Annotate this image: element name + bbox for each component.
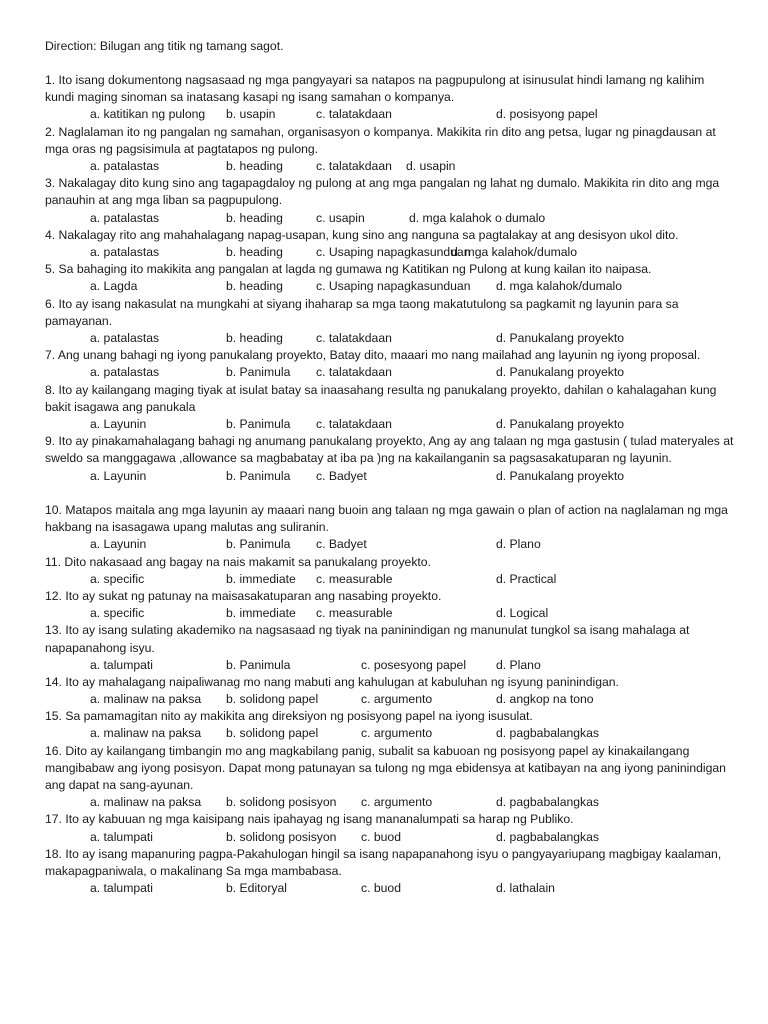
option-c[interactable]: c. Usaping napagkasunduan [316,244,471,259]
option-a[interactable]: a. Layunin [90,416,147,431]
answer-options [45,605,735,622]
option-b[interactable]: b. solidong papel [226,726,319,741]
option-c[interactable]: c. talatakdaan [316,330,392,345]
answer-options [45,536,735,553]
question-text: 16. Dito ay kailangang timbangin mo ang magkabilang panig, subalit sa kabuoan ng posisyong papel ay kinakailangang mangibabaw ang iyong posisyon. Dapat mong patunayan sa tulong ng mga ebidensya at katibayan na ang iyong paninindigan ang dapat na sang-ayunan. [45,743,726,793]
direction-text: Direction: Bilugan ang titik ng tamang sagot. [45,39,284,53]
question-text: 6. Ito ay isang nakasulat na mungkahi at siyang ihaharap sa mga taong makatutulong sa pagkamit ng layunin para sa pamayanan. [45,296,679,328]
option-d[interactable]: d. Plano [496,537,541,552]
question-item [45,708,735,742]
option-b[interactable]: b. heading [226,279,283,294]
option-b[interactable]: b. solidong papel [226,692,319,707]
option-c[interactable]: c. usapin [316,210,365,225]
option-d[interactable]: d. pagbabalangkas [496,726,600,741]
question-text: 17. Ito ay kabuuan ng mga kaisipang nais ipahayag ng isang mananalumpati sa harap ng Publiko. [45,812,574,827]
option-a[interactable]: a. specific [90,606,145,621]
option-d[interactable]: d. Practical [496,571,557,586]
option-a[interactable]: a. malinaw na paksa [90,692,202,707]
question-text: 13. Ito ay isang sulating akademiko na nagsasaad ng tiyak na paninindigan ng manunulat tungkol sa isang mahalaga at napapanahong isyu. [45,623,690,655]
option-c[interactable]: c. talatakdaan [316,416,392,431]
answer-options [45,106,735,123]
option-d[interactable]: d. Panukalang proyekto [496,468,625,483]
question-item [45,674,735,708]
option-b[interactable]: b. heading [226,210,283,225]
question-item [45,433,735,485]
option-c[interactable]: c. argumento [361,726,433,741]
option-b[interactable]: b. immediate [226,606,296,621]
option-a[interactable]: a. talumpati [90,829,154,844]
question-text: 10. Matapos maitala ang mga layunin ay maaari nang buoin ang talaan ng mga gawain o plan of action na naglalaman ng mga hakbang na isasagawa upang malutas ang suliranin. [45,502,728,535]
answer-options [45,364,735,381]
option-a[interactable]: a. Lagda [90,279,138,294]
option-c[interactable]: c. buod [361,829,401,844]
option-d[interactable]: d. usapin [406,159,456,173]
answer-options [45,691,735,708]
option-b[interactable]: b. solidong posisyon [226,829,337,844]
option-b[interactable]: b. Panimula [226,468,291,483]
question-item [45,382,735,434]
option-b[interactable]: b. heading [226,330,283,345]
question-text: 1. Ito isang dokumentong nagsasaad ng mga pangyayari sa natapos na pagpupulong at isinusulat hindi lamang ng kalihim kundi maging sinoman sa inatasang kasapi ng isang samahan o kompanya. [45,73,705,105]
option-a[interactable]: a. Layunin [90,537,147,552]
question-text: 18. Ito ay isang mapanuring pagpa-Pakahulogan hingil sa isang napapanahong isyu o pangyayariupang magbigay kaalaman, makapagpaniwala, o makalinang Sa mga mambabasa. [45,846,722,879]
option-b[interactable]: b. heading [226,159,283,173]
question-item [45,261,735,295]
option-c[interactable]: c. buod [361,881,401,896]
question-text: 3. Nakalagay dito kung sino ang tagapagdaloy ng pulong at ang mga pangalan ng lahat ng dumalo. Makikita rin dito ang mga panauhin at ang mga liban sa pagpupulong. [45,176,720,208]
option-d[interactable]: d. posisyong papel [496,107,598,122]
option-c[interactable]: c. talatakdaan [316,107,392,122]
option-b[interactable]: b. solidong posisyon [226,795,337,810]
option-d[interactable]: d. mga kalahok o dumalo [409,210,546,225]
option-a[interactable]: a. patalastas [90,210,160,225]
question-item [45,296,735,348]
question-text: 11. Dito nakasaad ang bagay na nais makamit sa panukalang proyekto. [45,554,431,569]
question-item [45,347,735,381]
option-d[interactable]: d. pagbabalangkas [496,795,600,810]
question-item [45,622,735,674]
question-item [45,124,735,176]
option-d[interactable]: d. angkop na tono [496,692,594,707]
document-page [45,38,735,897]
answer-options [45,210,735,227]
option-a[interactable]: a. patalastas [90,159,160,173]
question-list [45,72,735,897]
answer-options [45,158,735,175]
option-c[interactable]: c. talatakdaan [316,159,392,173]
question-item [45,811,735,845]
question-item [45,175,735,227]
option-d[interactable]: d. pagbabalangkas [496,829,600,844]
answer-options [45,829,735,846]
answer-options [45,416,735,433]
answer-options [45,571,735,588]
question-text: 12. Ito ay sukat ng patunay na maisasakatuparan ang nasabing proyekto. [45,588,442,603]
option-a[interactable]: a. katitikan ng pulong [90,107,206,122]
answer-options [45,657,735,674]
option-d[interactable]: d. Panukalang proyekto [496,330,625,345]
option-b[interactable]: b. Panimula [226,537,291,552]
option-a[interactable]: a. talumpati [90,881,154,896]
question-text: 2. Naglalaman ito ng pangalan ng samahan, organisasyon o kompanya. Makikita rin dito ang petsa, lugar ng pinagdausan at mga oras ng pagsisimula at pagtatapos ng pulong. [45,124,716,156]
option-d[interactable]: d. Panukalang proyekto [496,416,625,431]
answer-options [45,725,735,742]
option-d[interactable]: d. Logical [496,606,549,621]
option-c[interactable]: c. Usaping napagkasunduan [316,279,471,294]
option-a[interactable]: a. Layunin [90,468,147,483]
option-b[interactable]: b. Panimula [226,657,291,672]
option-a[interactable]: a. malinaw na paksa [90,726,202,741]
question-item [45,743,735,812]
option-b[interactable]: b. Panimula [226,416,291,431]
question-item [45,554,735,588]
option-a[interactable]: a. patalastas [90,330,160,345]
option-d[interactable]: d. Plano [496,657,541,672]
question-text: 5. Sa bahaging ito makikita ang pangalan at lagda ng gumawa ng Katitikan ng Pulong at kung kailan ito naipasa. [45,262,652,277]
question-item [45,588,735,622]
question-item [45,227,735,261]
option-c[interactable]: c. argumento [361,692,433,707]
option-c[interactable]: c. posesyong papel [361,657,467,672]
question-text: 4. Nakalagay rito ang mahahalagang napag-usapan, kung sino ang nanguna sa pagtalakay at ang desisyon ukol dito. [45,227,679,242]
option-c[interactable]: c. Badyet [316,468,367,483]
option-b[interactable]: b. Editoryal [226,881,287,896]
option-b[interactable]: b. immediate [226,571,296,586]
answer-options [45,468,735,485]
option-c[interactable]: c. measurable [316,571,393,586]
option-b[interactable]: b. Panimula [226,365,291,380]
option-b[interactable]: b. heading [226,244,283,259]
question-text: 7. Ang unang bahagi ng iyong panukalang proyekto, Batay dito, maaari mo nang mailahad ang layunin ng iyong proposal. [45,348,701,363]
answer-options [45,278,735,295]
answer-options [45,880,735,897]
option-a[interactable]: a. specific [90,571,145,586]
option-d[interactable]: d. Panukalang proyekto [496,365,625,380]
answer-options [45,330,735,347]
question-item [45,72,735,124]
question-item [45,502,735,554]
option-d[interactable]: d. mga kalahok/dumalo [496,279,623,294]
option-c[interactable]: c. measurable [316,606,393,621]
option-c[interactable]: c. talatakdaan [316,365,392,380]
answer-options [45,244,735,261]
option-a[interactable]: a. patalastas [90,365,160,380]
option-d[interactable]: d. lathalain [496,881,555,896]
option-c[interactable]: c. argumento [361,795,433,810]
question-text: 8. Ito ay kailangang maging tiyak at isulat batay sa inaasahang resulta ng panukalang proyekto, dahilan o kahalagahan kung bakit isagawa ang panukala [45,382,717,414]
question-text: 9. Ito ay pinakamahalagang bahagi ng anumang panukalang proyekto, Ang ay ang talaan ng mga gastusin ( tulad materyales at sweldo sa manggagawa ,allowance sa magbabatay at iba pa )ng na kakailanganin sa pagsasakatuparan ng layunin. [45,434,734,466]
option-a[interactable]: a. malinaw na paksa [90,795,202,810]
question-item [45,846,735,898]
option-b[interactable]: b. usapin [226,107,276,122]
option-a[interactable]: a. talumpati [90,657,154,672]
answer-options [45,794,735,811]
question-text: 15. Sa pamamagitan nito ay makikita ang direksiyon ng posisyong papel na iyong isusulat. [45,709,533,724]
question-text: 14. Ito ay mahalagang naipaliwanag mo nang mabuti ang kahulugan at kabuluhan ng isyung paninindigan. [45,674,619,689]
option-d[interactable]: d. mga kalahok/dumalo [451,244,578,259]
option-c[interactable]: c. Badyet [316,537,367,552]
option-a[interactable]: a. patalastas [90,244,160,259]
section-spacer [45,485,735,502]
